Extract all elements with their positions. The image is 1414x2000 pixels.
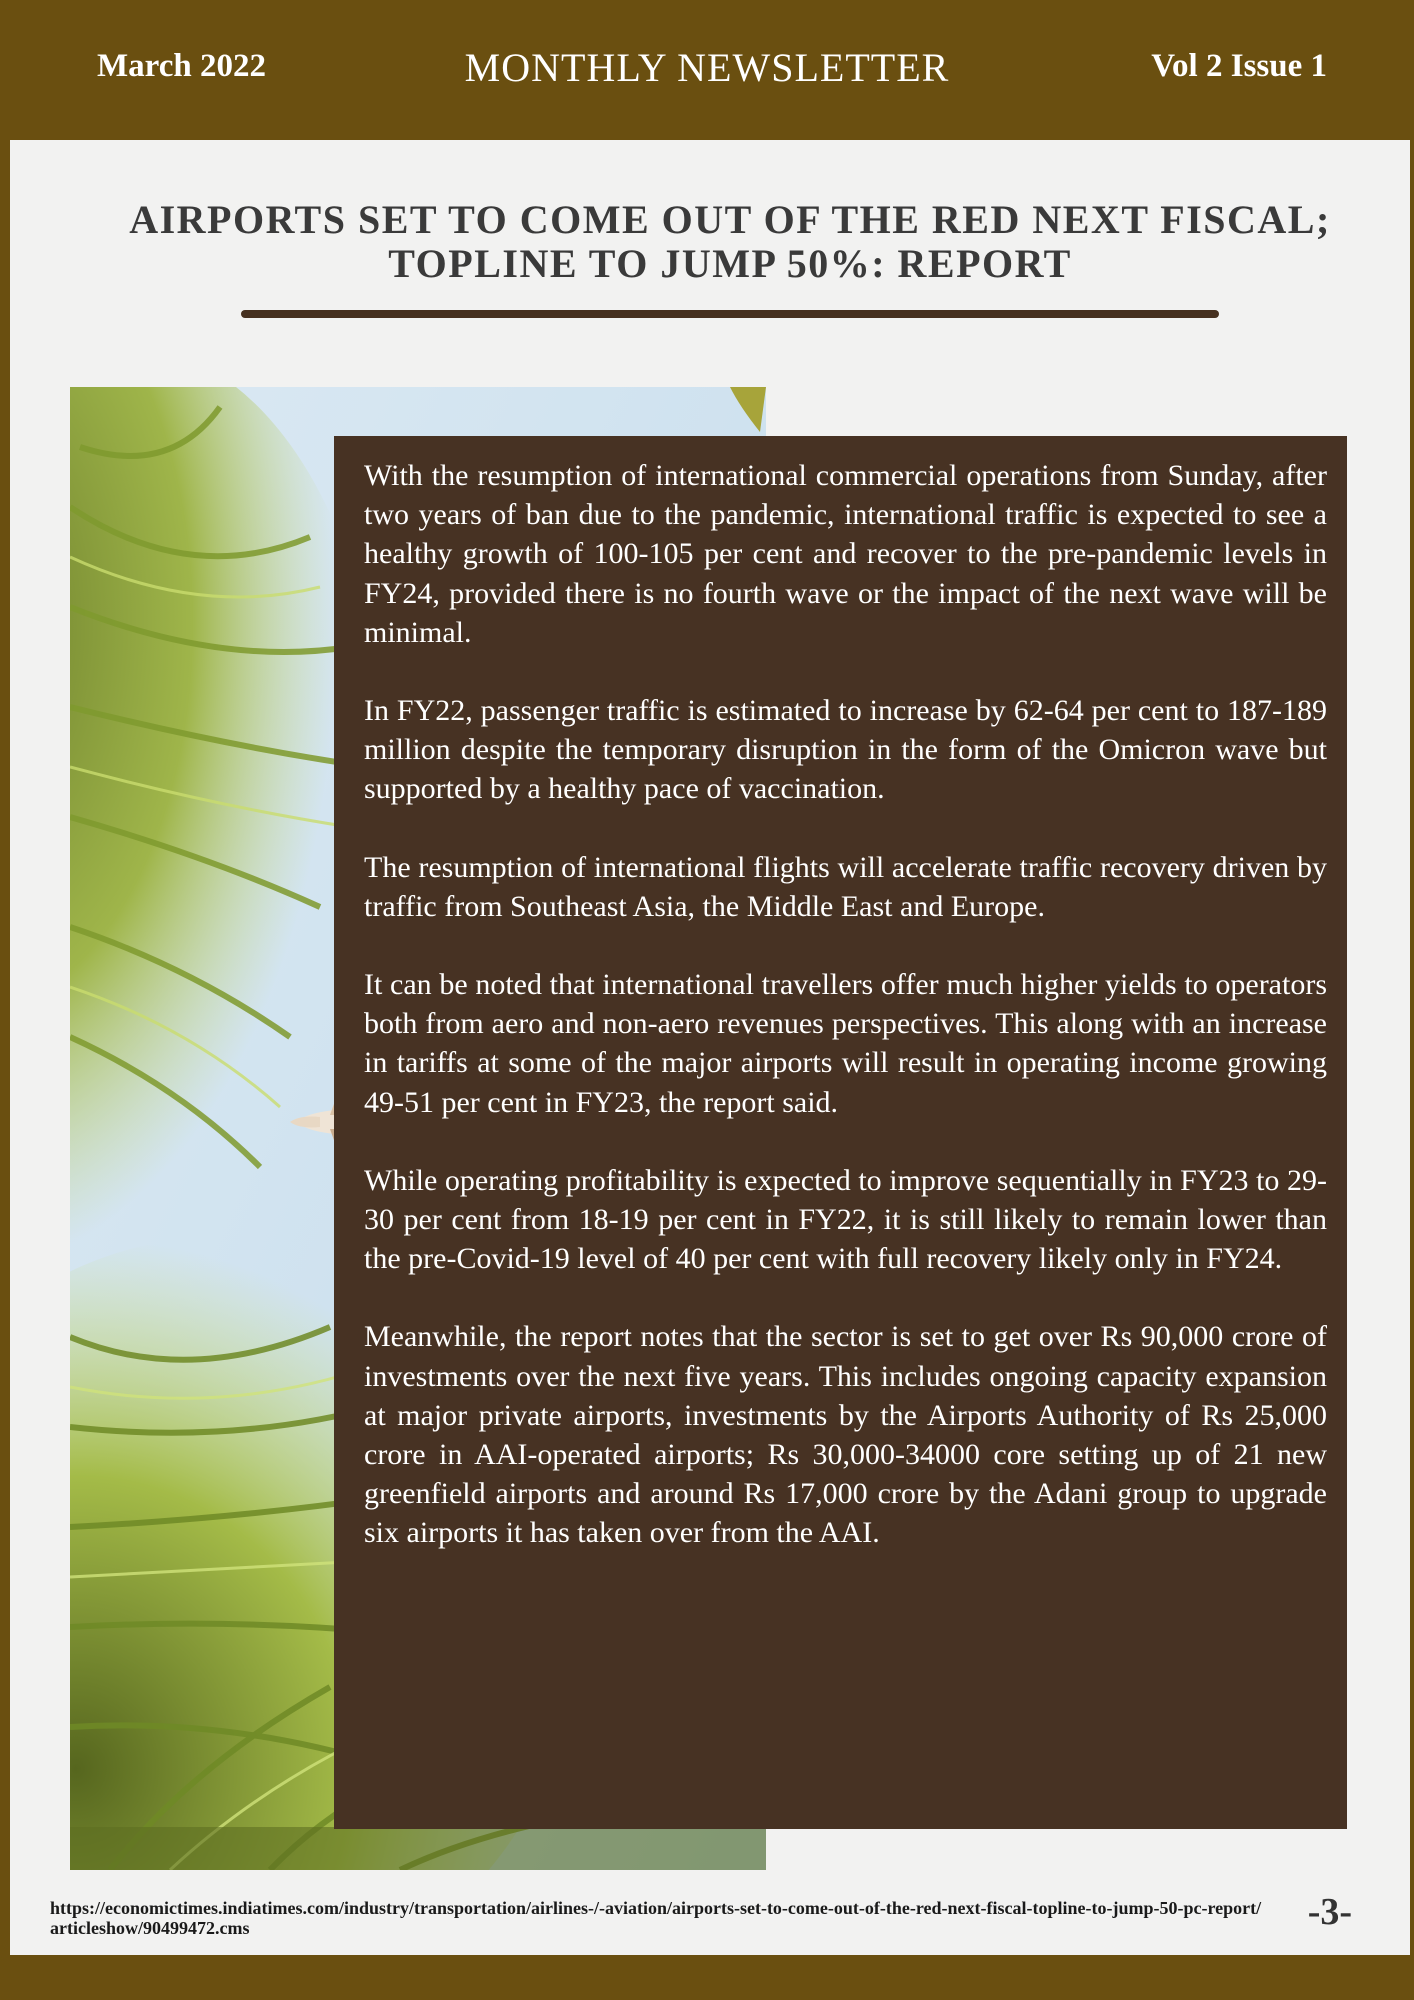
- article-paragraph: While operating profitability is expected to improve sequentially in FY23 to 29-30 per cent from 18-19 per cent in FY22, it is still likely to remain lower than the pre-Covid-19 level of 40 per cent with full recovery likely only in FY24.: [364, 1163, 1327, 1276]
- article-paragraph: Meanwhile, the report notes that the sector is set to get over Rs 90,000 crore of investments over the next five years. This includes ongoing capacity expansion at major private airports, investments by the Airports Authority of Rs 25,000 crore in AAI-operated airports; Rs 30,000-34000 core setting up of 21 new greenfield airports and around Rs 17,000 crore by the Adani group to upgrade six airports it has taken over from the AAI.: [364, 1320, 1327, 1550]
- page-number: -3-: [1307, 1891, 1352, 1933]
- volume-issue: Vol 2 Issue 1: [1151, 48, 1327, 84]
- newsletter-header: [0, 0, 1414, 140]
- issue-date: March 2022: [97, 48, 266, 84]
- article-paragraph: It can be noted that international travellers offer much higher yields to operators both from aero and non-aero revenues perspectives. This along with an increase in tariffs at some of the major airports will result in operating income growing 49-51 per cent in FY23, the report said.: [364, 968, 1327, 1119]
- article-paragraph: In FY22, passenger traffic is estimated to increase by 62-64 per cent to 187-189 million despite the temporary disruption in the form of the Omicron wave but supported by a healthy pace of vaccination.: [364, 694, 1327, 806]
- article-headline: AIRPORTS SET TO COME OUT OF THE RED NEXT FISCAL; TOPLINE TO JUMP 50%: REPORT: [129, 197, 1331, 286]
- article-paragraph: With the resumption of international commercial operations from Sunday, after two years of ban due to the pandemic, international traffic is expected to see a healthy growth of 100-105 per cent and recover to the pre-pandemic levels in FY24, provided there is no fourth wave or the impact of the next wave will be minimal.: [364, 459, 1327, 649]
- newsletter-page: [10, 140, 1410, 1955]
- headline-divider: [241, 310, 1219, 318]
- article-paragraph: The resumption of international flights will accelerate traffic recovery driven by traffic from Southeast Asia, the Middle East and Europe.: [364, 850, 1327, 923]
- source-link[interactable]: https://economictimes.indiatimes.com/industry/transportation/airlines-/-aviation/airports-set-to-come-out-of-the-red-next-fiscal-topline-to-jump-50-pc-report/articleshow/90499472.cms: [50, 1898, 1262, 1938]
- newsletter-title: MONTHLY NEWSLETTER: [464, 45, 950, 90]
- article-body: [334, 436, 1347, 1829]
